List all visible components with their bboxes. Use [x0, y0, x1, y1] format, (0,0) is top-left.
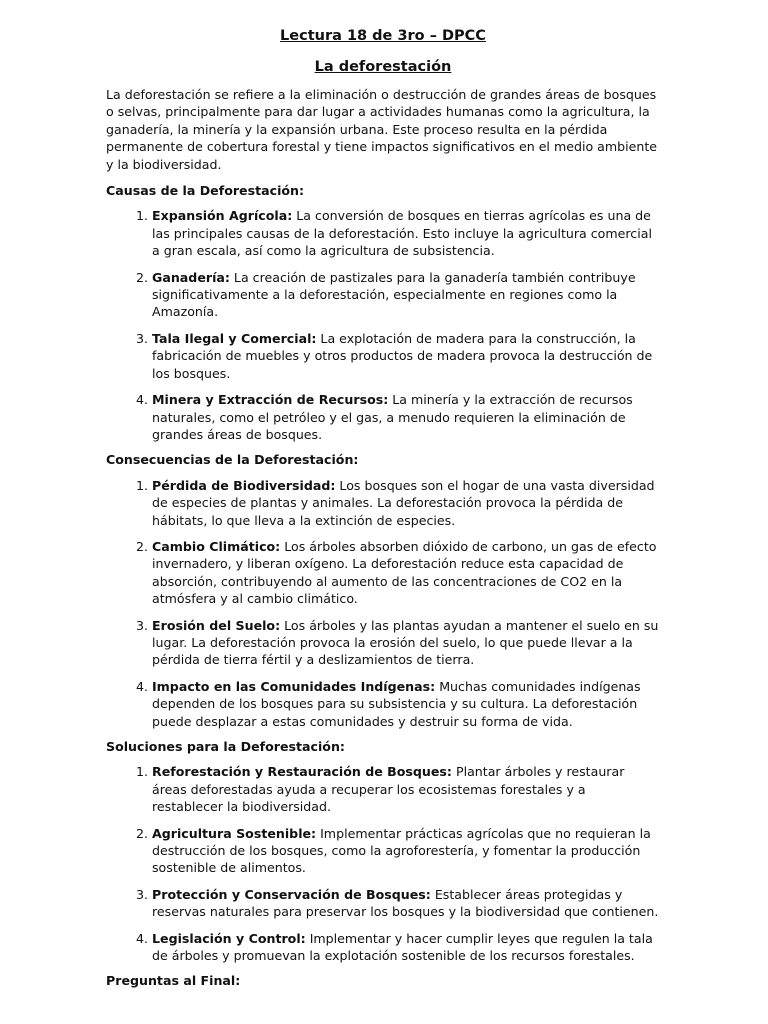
item-title: Pérdida de Biodiversidad: [152, 477, 336, 493]
item-text: La creación de pastizales para la ganadería también contribuye significativamente a la deforestación, especialmente en regiones como la Amazonía. [152, 269, 636, 320]
item-text: La conversión de bosques en tierras agrícolas es una de las principales causas de la deforestación. Esto incluye la agricultura comercial a gran escala, así como la agricultura de subsistencia. [152, 208, 652, 259]
list-item [152, 538, 660, 608]
item-text: Los árboles absorben dióxido de carbono, un gas de efecto invernadero, y liberan oxígeno. La deforestación reduce esta capacidad de absorción, contribuyendo al aumento de las concentraciones de CO2 en la atmósfera y al cambio climático. [152, 538, 657, 607]
item-title: Agricultura Sostenible: [152, 825, 317, 841]
item-text: Muchas comunidades indígenas dependen de los bosques para su subsistencia y su cultura. La deforestación puede desplazar a estas comunidades y destruir su forma de vida. [152, 678, 641, 729]
list-item [152, 678, 660, 730]
item-title: Impacto en las Comunidades Indígenas: [152, 678, 436, 694]
list-item [152, 886, 660, 921]
item-title: Protección y Conservación de Bosques: [152, 886, 431, 902]
item-text: Implementar prácticas agrícolas que no requieran la destrucción de los bosques, como la agroforestería, y fomentar la producción sostenible de alimentos. [152, 825, 651, 876]
item-title: Legislación y Control: [152, 930, 306, 946]
section-heading-solutions: Soluciones para la Deforestación: [106, 739, 345, 754]
document-header: Lectura 18 de 3ro – DPCC [280, 28, 486, 44]
item-title: Reforestación y Restauración de Bosques: [152, 764, 452, 780]
item-text: Los bosques son el hogar de una vasta diversidad de especies de plantas y animales. La deforestación provoca la pérdida de hábitats, lo que lleva a la extinción de especies. [152, 477, 655, 528]
intro-paragraph: La deforestación se refiere a la eliminación o destrucción de grandes áreas de bosques o selvas, principalmente para dar lugar a actividades humanas como la agricultura, la ganadería, la minería y la expansión urbana. Este proceso resulta en la pérdida permanente de cobertura forestal y tiene impactos significativos en el medio ambiente y la biodiversidad. [106, 87, 658, 172]
solutions-list [106, 763, 660, 964]
item-title: Tala Ilegal y Comercial: [152, 330, 317, 346]
list-item [152, 763, 660, 815]
list-item [152, 825, 660, 877]
section-heading-questions: Preguntas al Final: [106, 973, 241, 989]
item-text: Implementar y hacer cumplir leyes que regulen la tala de árboles y promuevan la explotación sostenible de los recursos forestales. [152, 930, 653, 964]
item-title: Minera y Extracción de Recursos: [152, 392, 389, 408]
item-text: La minería y la extracción de recursos naturales, como el petróleo y el gas, a menudo requieren la eliminación de grandes áreas de bosques. [152, 392, 633, 442]
list-item [152, 207, 660, 259]
item-text: Establecer áreas protegidas y reservas naturales para preservar los bosques y la biodiversidad que contienen. [152, 886, 659, 920]
list-item [152, 617, 660, 669]
list-item [152, 930, 660, 965]
item-text: La explotación de madera para la construcción, la fabricación de muebles y otros productos de madera provoca la destrucción de los bosques. [152, 330, 653, 381]
consequences-list [106, 477, 660, 730]
list-item [152, 391, 660, 443]
item-title: Cambio Climático: [152, 538, 281, 554]
item-text: Los árboles y las plantas ayudan a mantener el suelo en su lugar. La deforestación provoca la erosión del suelo, lo que puede llevar a la pérdida de tierra fértil y a deslizamientos de tierra. [152, 617, 659, 668]
document-title: La deforestación [314, 59, 452, 75]
list-item [152, 330, 660, 382]
section-heading-causes: Causas de la Deforestación: [106, 183, 305, 199]
item-title: Ganadería: [152, 269, 230, 285]
list-item [152, 269, 660, 321]
item-title: Expansión Agrícola: [152, 208, 293, 224]
causes-list [106, 207, 660, 443]
list-item [152, 477, 660, 529]
item-text: Plantar árboles y restaurar áreas deforestadas ayuda a recuperar los ecosistemas forestales y a restablecer la biodiversidad. [152, 764, 625, 815]
item-title: Erosión del Suelo: [152, 617, 281, 633]
section-heading-consequences: Consecuencias de la Deforestación: [106, 452, 359, 468]
